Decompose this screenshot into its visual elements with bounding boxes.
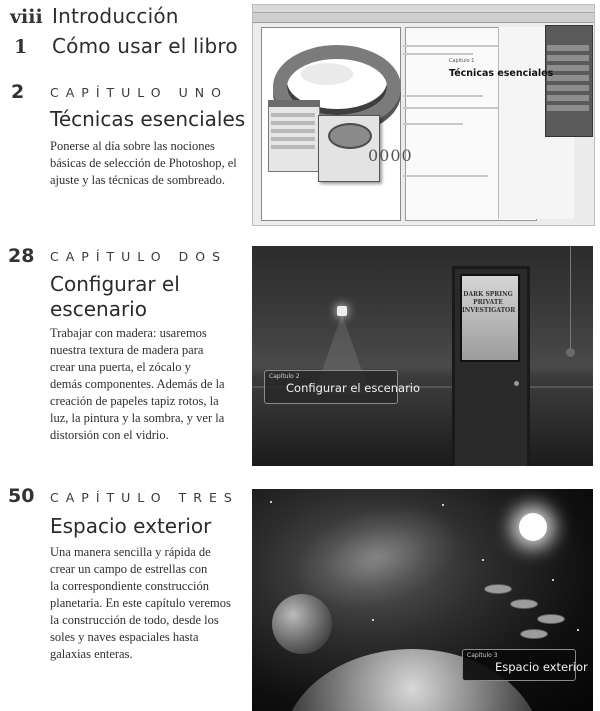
chapter-2-desc-line: demás componentes. Además de la [50, 377, 225, 391]
disc-preview [328, 123, 372, 149]
layer-row [547, 75, 589, 81]
chapter-1-page-number: 2 [11, 81, 25, 103]
spaceship [484, 584, 512, 594]
chapter-2-desc-line: nuestra textura de madera para [50, 343, 204, 357]
sketch-line [403, 95, 483, 97]
sketch-line [403, 107, 498, 109]
app-menubar [253, 5, 594, 13]
chapter-2-image [252, 246, 593, 466]
hanging-bulb [566, 348, 575, 357]
dialog-row [271, 137, 315, 141]
layer-row [547, 55, 589, 61]
dialog-row [271, 113, 315, 117]
chapter-3-page-number: 50 [8, 485, 35, 507]
chapter-2-desc-line: creación de papeles tapiz rotos, la [50, 394, 219, 408]
chapter-1-label: CAPÍTULO UNO [50, 85, 228, 100]
layer-row [547, 45, 589, 51]
door-knob [514, 381, 519, 386]
chapter-2-label: CAPÍTULO DOS [50, 249, 228, 264]
star [482, 559, 484, 561]
chapter-3-desc-line: la construcción de todo, desde los [50, 613, 219, 627]
star [552, 579, 554, 581]
how-to-page-number: 1 [14, 36, 28, 58]
door-sign-line: DARK SPRING [463, 291, 513, 298]
chapter-1-image [252, 4, 595, 226]
sketch-line [403, 45, 498, 47]
chapter-1-image-caption-small: Capítulo 1 [449, 58, 475, 64]
chapter-2-desc-line: distorsión con el vidrio. [50, 428, 169, 442]
spaceship [510, 599, 538, 609]
door-sign-line: INVESTIGATOR [462, 307, 516, 314]
chapter-3-image-caption-small: Capítulo 3 [467, 652, 498, 659]
spaceship [520, 629, 548, 639]
star [270, 501, 272, 503]
chapter-2-desc-line: crear una puerta, el zócalo y [50, 360, 191, 374]
star [577, 629, 579, 631]
chapter-3-desc-line: la correspondiente construcción [50, 579, 209, 593]
layer-row [547, 95, 589, 101]
lamp-cord [570, 246, 571, 348]
chapter-3-title: Espacio exterior [50, 514, 212, 538]
chapter-3-desc-line: Una manera sencilla y rápida de [50, 545, 211, 559]
chapter-2-image-caption-small: Capítulo 2 [269, 373, 300, 380]
dialog-row [271, 145, 315, 149]
sketch-line [403, 53, 473, 55]
dialog-row [271, 121, 315, 125]
chapter-2-title-line: Configurar el [50, 272, 180, 296]
chapter-2-title [50, 272, 180, 322]
styles-dialog [268, 100, 320, 172]
chapter-1-desc-line: ajuste y las técnicas de sombreado. [50, 173, 225, 187]
door-glass [460, 274, 520, 362]
spaceship [537, 614, 565, 624]
star [442, 504, 444, 506]
chapter-1-description [50, 138, 245, 189]
chapter-2-description [50, 325, 250, 444]
chapter-3-image [252, 489, 593, 711]
chapter-1-title: Técnicas esenciales [50, 107, 246, 131]
chapter-2-image-caption: Configurar el escenario [286, 381, 421, 395]
app-options-bar [253, 13, 594, 23]
layers-palette [545, 25, 593, 137]
chapter-1-image-caption: Técnicas esenciales [449, 68, 554, 79]
chapter-2-page-number: 28 [8, 245, 35, 267]
dialog-titlebar [268, 100, 320, 107]
chapter-3-desc-line: planetaria. En este capítulo veremos [50, 596, 231, 610]
wall-light [337, 306, 347, 316]
ring-hole [301, 63, 353, 85]
chapter-3-description [50, 544, 255, 663]
sketch-line [403, 175, 488, 177]
chapter-3-desc-line: soles y naves espaciales hasta [50, 630, 199, 644]
sketch-line [403, 123, 463, 125]
layer-row [547, 105, 589, 111]
chapter-3-label: CAPÍTULO TRES [50, 490, 239, 505]
intro-page-number: viii [10, 6, 43, 28]
door-sign-line: PRIVATE [473, 299, 503, 306]
dialog-row [271, 129, 315, 133]
intro-title: Introducción [52, 4, 179, 28]
chapter-2-desc-line: luz, la pintura y la sombra, y ver la [50, 411, 225, 425]
layer-row [547, 65, 589, 71]
chapter-1-desc-line: Ponerse al día sobre las nociones [50, 139, 215, 153]
how-to-title: Cómo usar el libro [52, 34, 238, 58]
chapter-3-image-caption: Espacio exterior [495, 660, 588, 674]
chapter-2-title-line: escenario [50, 297, 147, 321]
sun [519, 513, 547, 541]
chapter-2-desc-line: Trabajar con madera: usaremos [50, 326, 207, 340]
star [372, 619, 374, 621]
chapter-3-desc-line: galaxias enteras. [50, 647, 133, 661]
sketch-numerals: 0000 [368, 146, 413, 165]
layer-row [547, 85, 589, 91]
door-sign [462, 291, 514, 315]
small-planet [272, 594, 332, 654]
chapter-1-desc-line: básicas de selección de Photoshop, el [50, 156, 237, 170]
chapter-3-desc-line: crear un campo de estrellas con [50, 562, 208, 576]
